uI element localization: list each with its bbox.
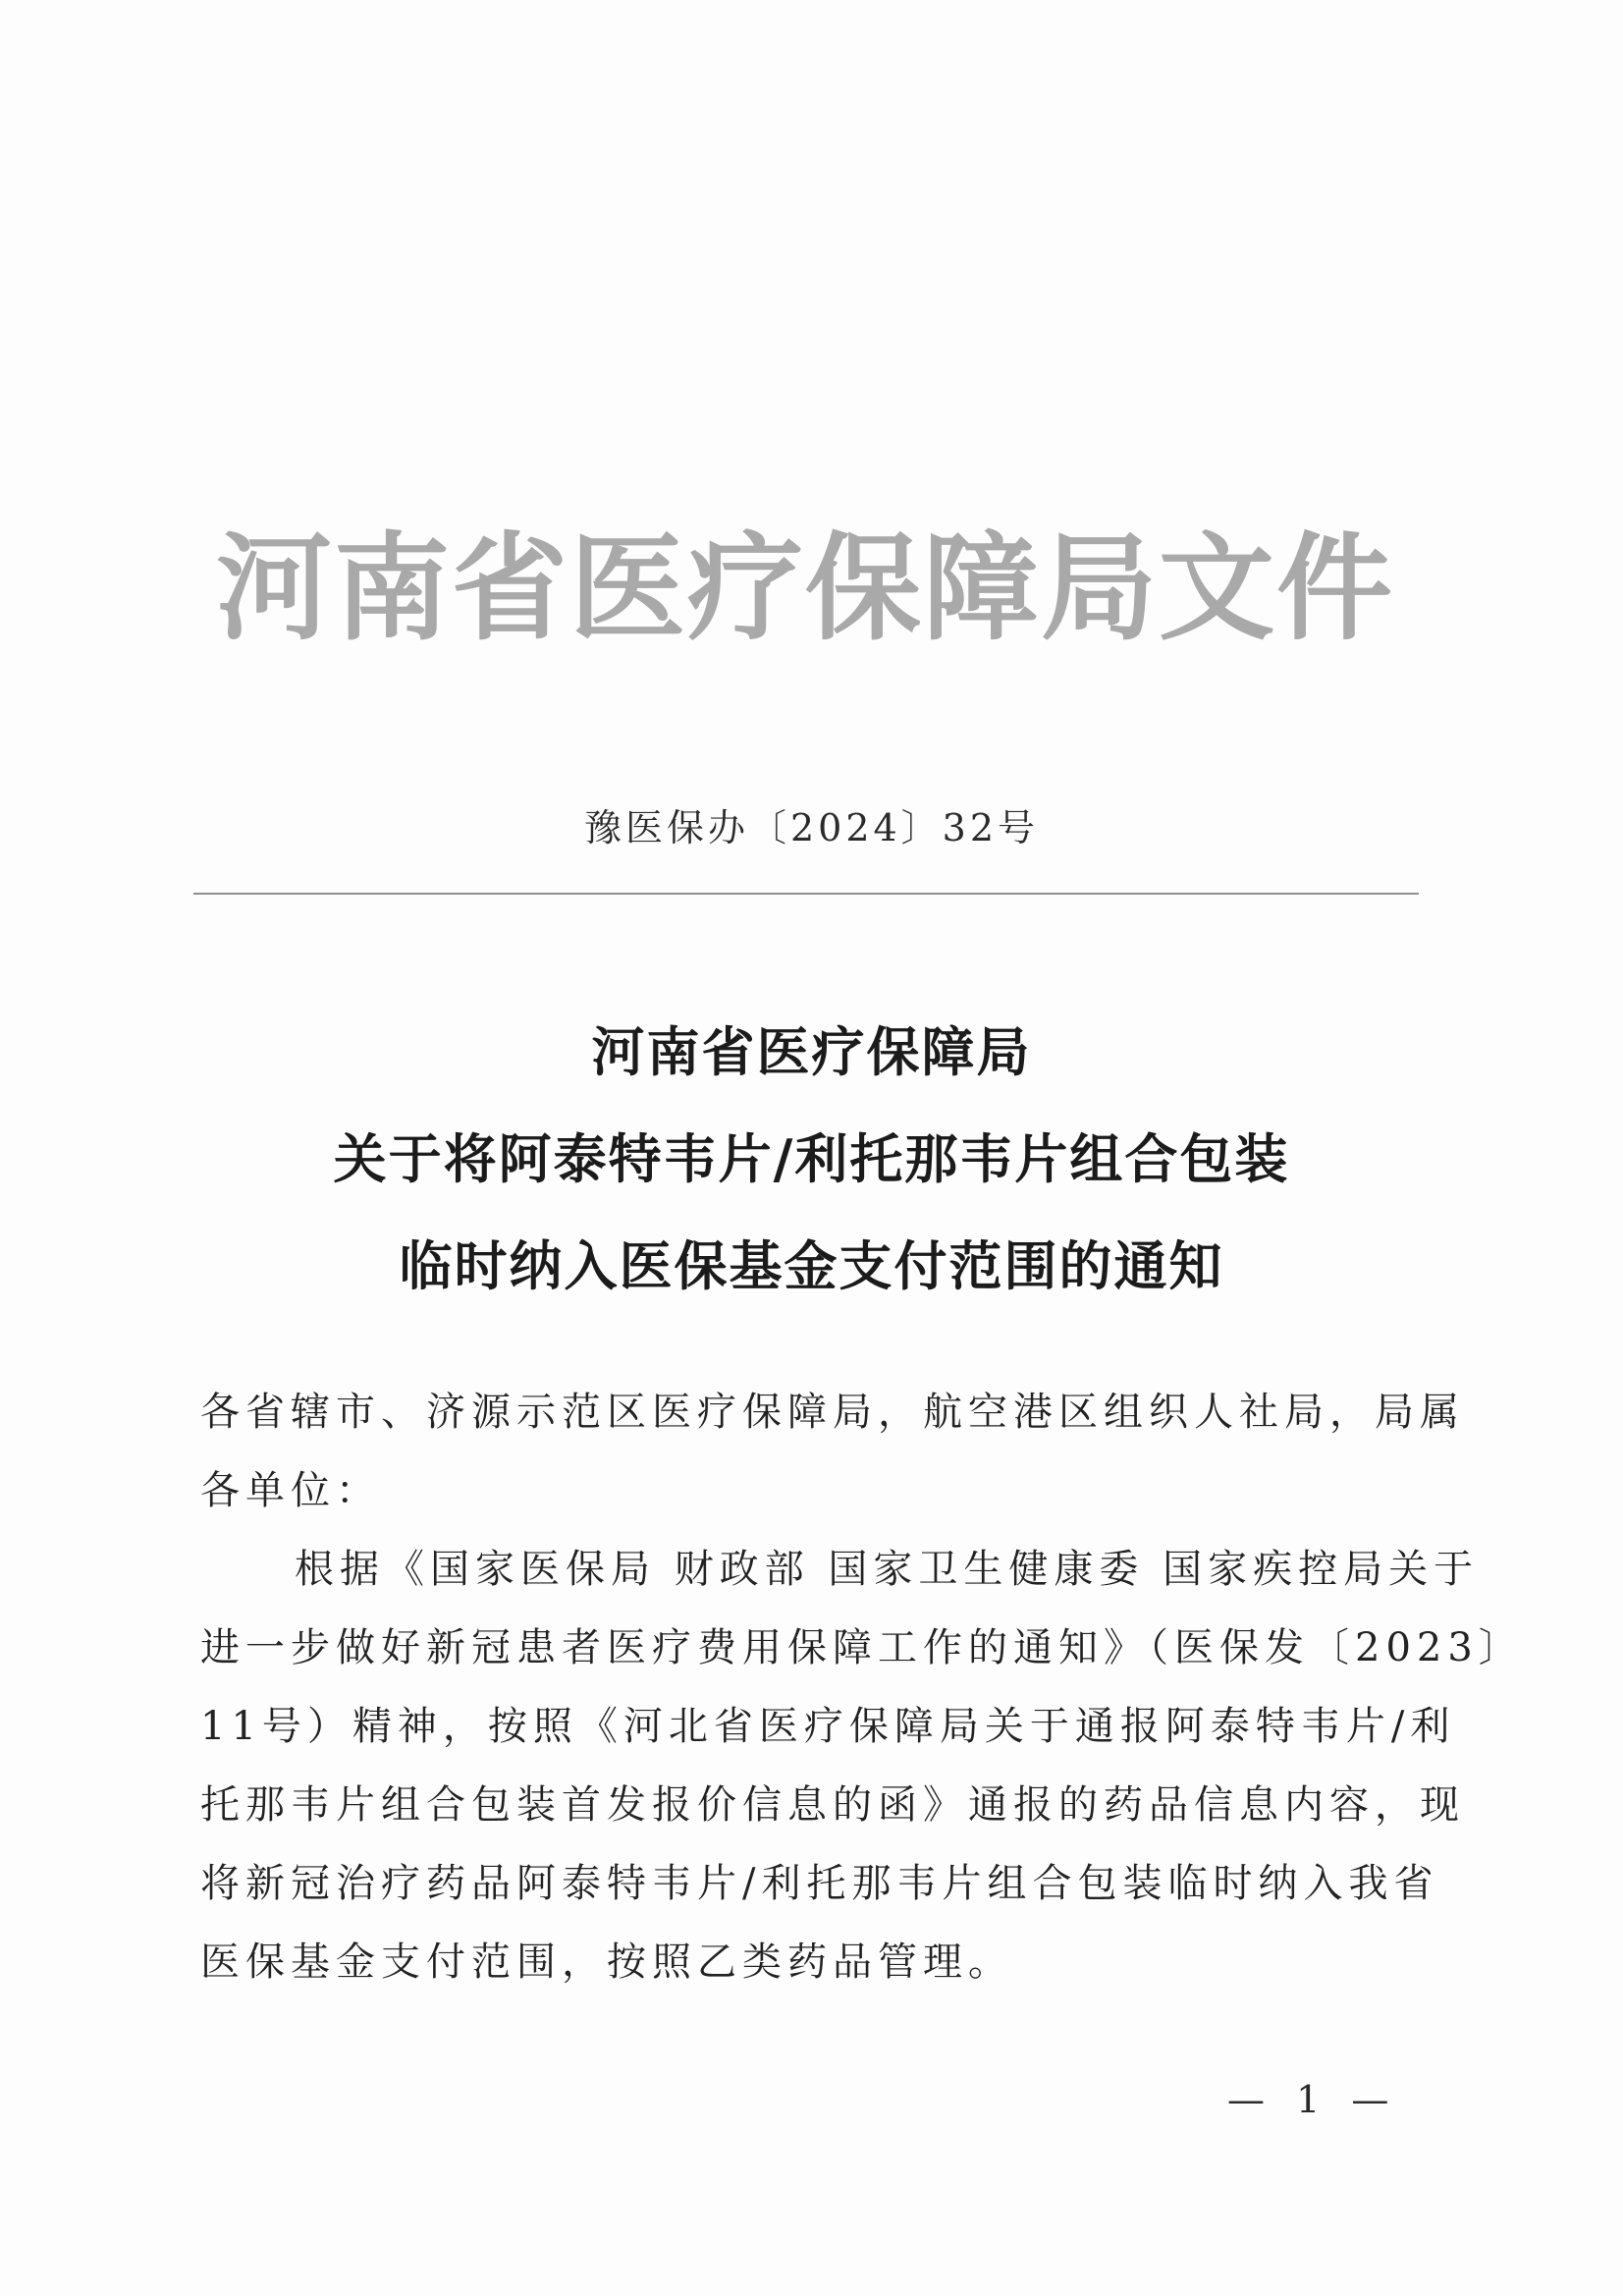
body-line: 进一步做好新冠患者医疗费用保障工作的通知》（医保发〔2023〕 <box>200 1625 1524 1670</box>
page-number: — 1 — <box>1227 2078 1399 2121</box>
notice-body <box>200 1390 1524 2021</box>
body-line: 将新冠治疗药品阿泰特韦片/利托那韦片组合包装临时纳入我省 <box>200 1861 1439 1906</box>
body-line: 托那韦片组合包装首发报价信息的函》通报的药品信息内容，现 <box>200 1782 1465 1828</box>
title-line-2: 关于将阿泰特韦片/利托那韦片组合包装 <box>333 1128 1290 1190</box>
body-line: 11号）精神，按照《河北省医疗保障局关于通报阿泰特韦片/利 <box>200 1704 1456 1749</box>
title-line-3: 临时纳入医保基金支付范围的通知 <box>399 1235 1224 1297</box>
header-divider <box>193 893 1419 895</box>
body-line-addressee-2: 各单位： <box>200 1468 381 1513</box>
document-number: 豫医保办〔2024〕32号 <box>583 806 1040 849</box>
body-line-addressee-1: 各省辖市、济源示范区医疗保障局，航空港区组织人社局，局属 <box>200 1390 1465 1435</box>
agency-header-title: 河南省医疗保障局文件 <box>216 520 1395 656</box>
notice-title <box>0 1021 1623 1347</box>
title-line-1: 河南省医疗保障局 <box>591 1021 1032 1083</box>
body-line: 医保基金支付范围，按照乙类药品管理。 <box>200 1940 1013 1985</box>
body-line-paragraph-start: 根据《国家医保局 财政部 国家卫生健康委 国家疾控局关于 <box>295 1547 1480 1592</box>
